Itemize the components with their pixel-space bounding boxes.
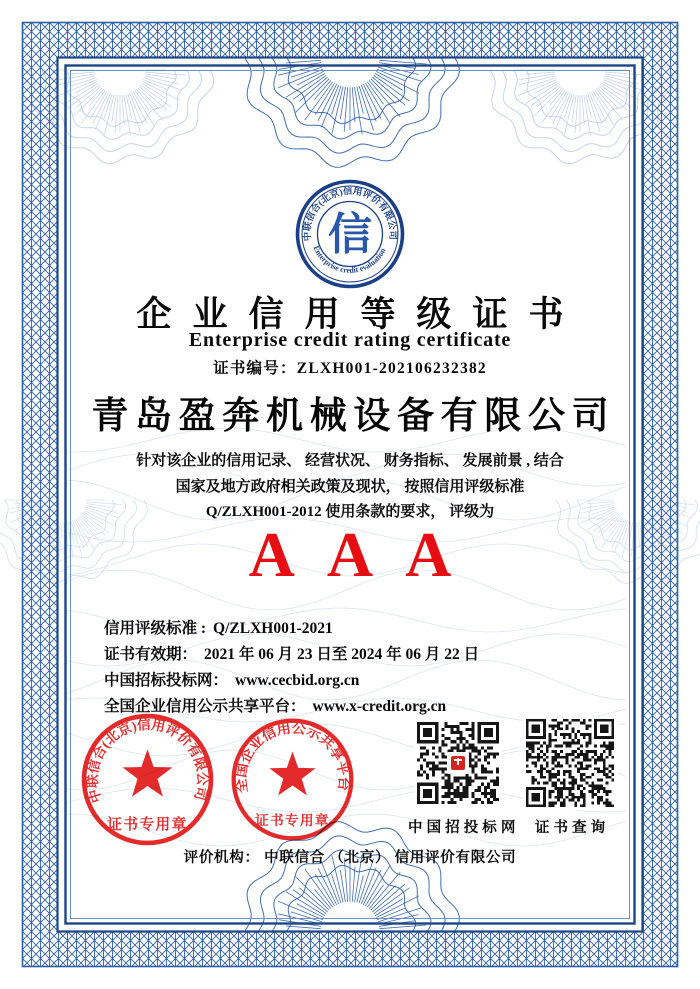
seal-ring-text: 全国企业信用公示共享平台	[233, 720, 352, 794]
detail-value: 2021 年 06 月 23 日至 2024 年 06 月 22 日	[204, 646, 480, 663]
logo-xin-character: 信	[328, 210, 372, 259]
certificate-number-value: ZLXH001-202106232382	[296, 360, 487, 377]
detail-row-cecbid-site	[104, 668, 479, 694]
seal-star-icon	[269, 751, 315, 795]
statement-line-3: Q/ZLXH001-2012 使用条款的要求， 评级为	[205, 504, 495, 520]
logo-ring-bottom-text: Enterprise credit evaluation	[311, 244, 388, 275]
detail-label: 信用评级标准 :	[104, 620, 207, 637]
seal-zhonglian-xinhe	[79, 711, 216, 848]
statement-line-1: 针对该企业的信用记录、 经营状况、 财务指标、 发展前景 , 结合	[136, 453, 564, 469]
certificate-number-label: 证书编号：	[213, 360, 297, 377]
credit-evaluation-logo	[294, 178, 406, 290]
seal-bottom-text: 证书专用章	[255, 813, 330, 829]
qr-code-canvas	[523, 716, 617, 810]
detail-value: www.cecbid.org.cn	[235, 672, 360, 689]
seal-national-platform	[229, 716, 356, 843]
certificate-number	[0, 356, 700, 378]
logo-ring-top-text: 中联信合(北京)信用评价有限公司	[301, 185, 399, 242]
detail-row-validity	[104, 642, 479, 668]
statement-line-2: 国家及地方政府相关政策及现状， 按照信用评级标准	[175, 478, 525, 495]
credit-rating-grade: AAA	[248, 519, 484, 590]
qr-label-cert-query: 证书查询	[534, 820, 610, 836]
certificate-title-en: Enterprise credit rating certificate	[188, 329, 512, 351]
rating-agency-line: 评价机构： 中联信合 （北京） 信用评价有限公司	[183, 850, 517, 866]
certificate-details	[104, 616, 479, 720]
detail-label: 中国招标投标网：	[104, 672, 229, 689]
rating-statement	[0, 449, 700, 526]
seal-bottom-text: 证书专用章	[107, 816, 188, 833]
qr-label-cecbid: 中国招投标网	[408, 820, 520, 836]
qr-code-cert-query	[523, 716, 617, 810]
detail-value: Q/ZLXH001-2021	[213, 620, 333, 637]
detail-label: 证书有效期：	[104, 646, 198, 663]
seal-star-icon	[123, 749, 173, 796]
detail-value: www.x-credit.org.cn	[312, 698, 447, 715]
detail-label: 全国企业信用公示共享平台：	[104, 698, 306, 715]
company-name: 青岛盈奔机械设备有限公司	[91, 396, 616, 437]
detail-row-standard	[104, 616, 479, 642]
certificate-title-cn: 企业信用等级证书	[136, 295, 585, 334]
qr-code-cecbid	[414, 719, 502, 807]
cecbid-logo-icon	[447, 752, 469, 774]
seal-ring-text: 中联信合(北京)信用评价有限公司	[84, 716, 210, 805]
